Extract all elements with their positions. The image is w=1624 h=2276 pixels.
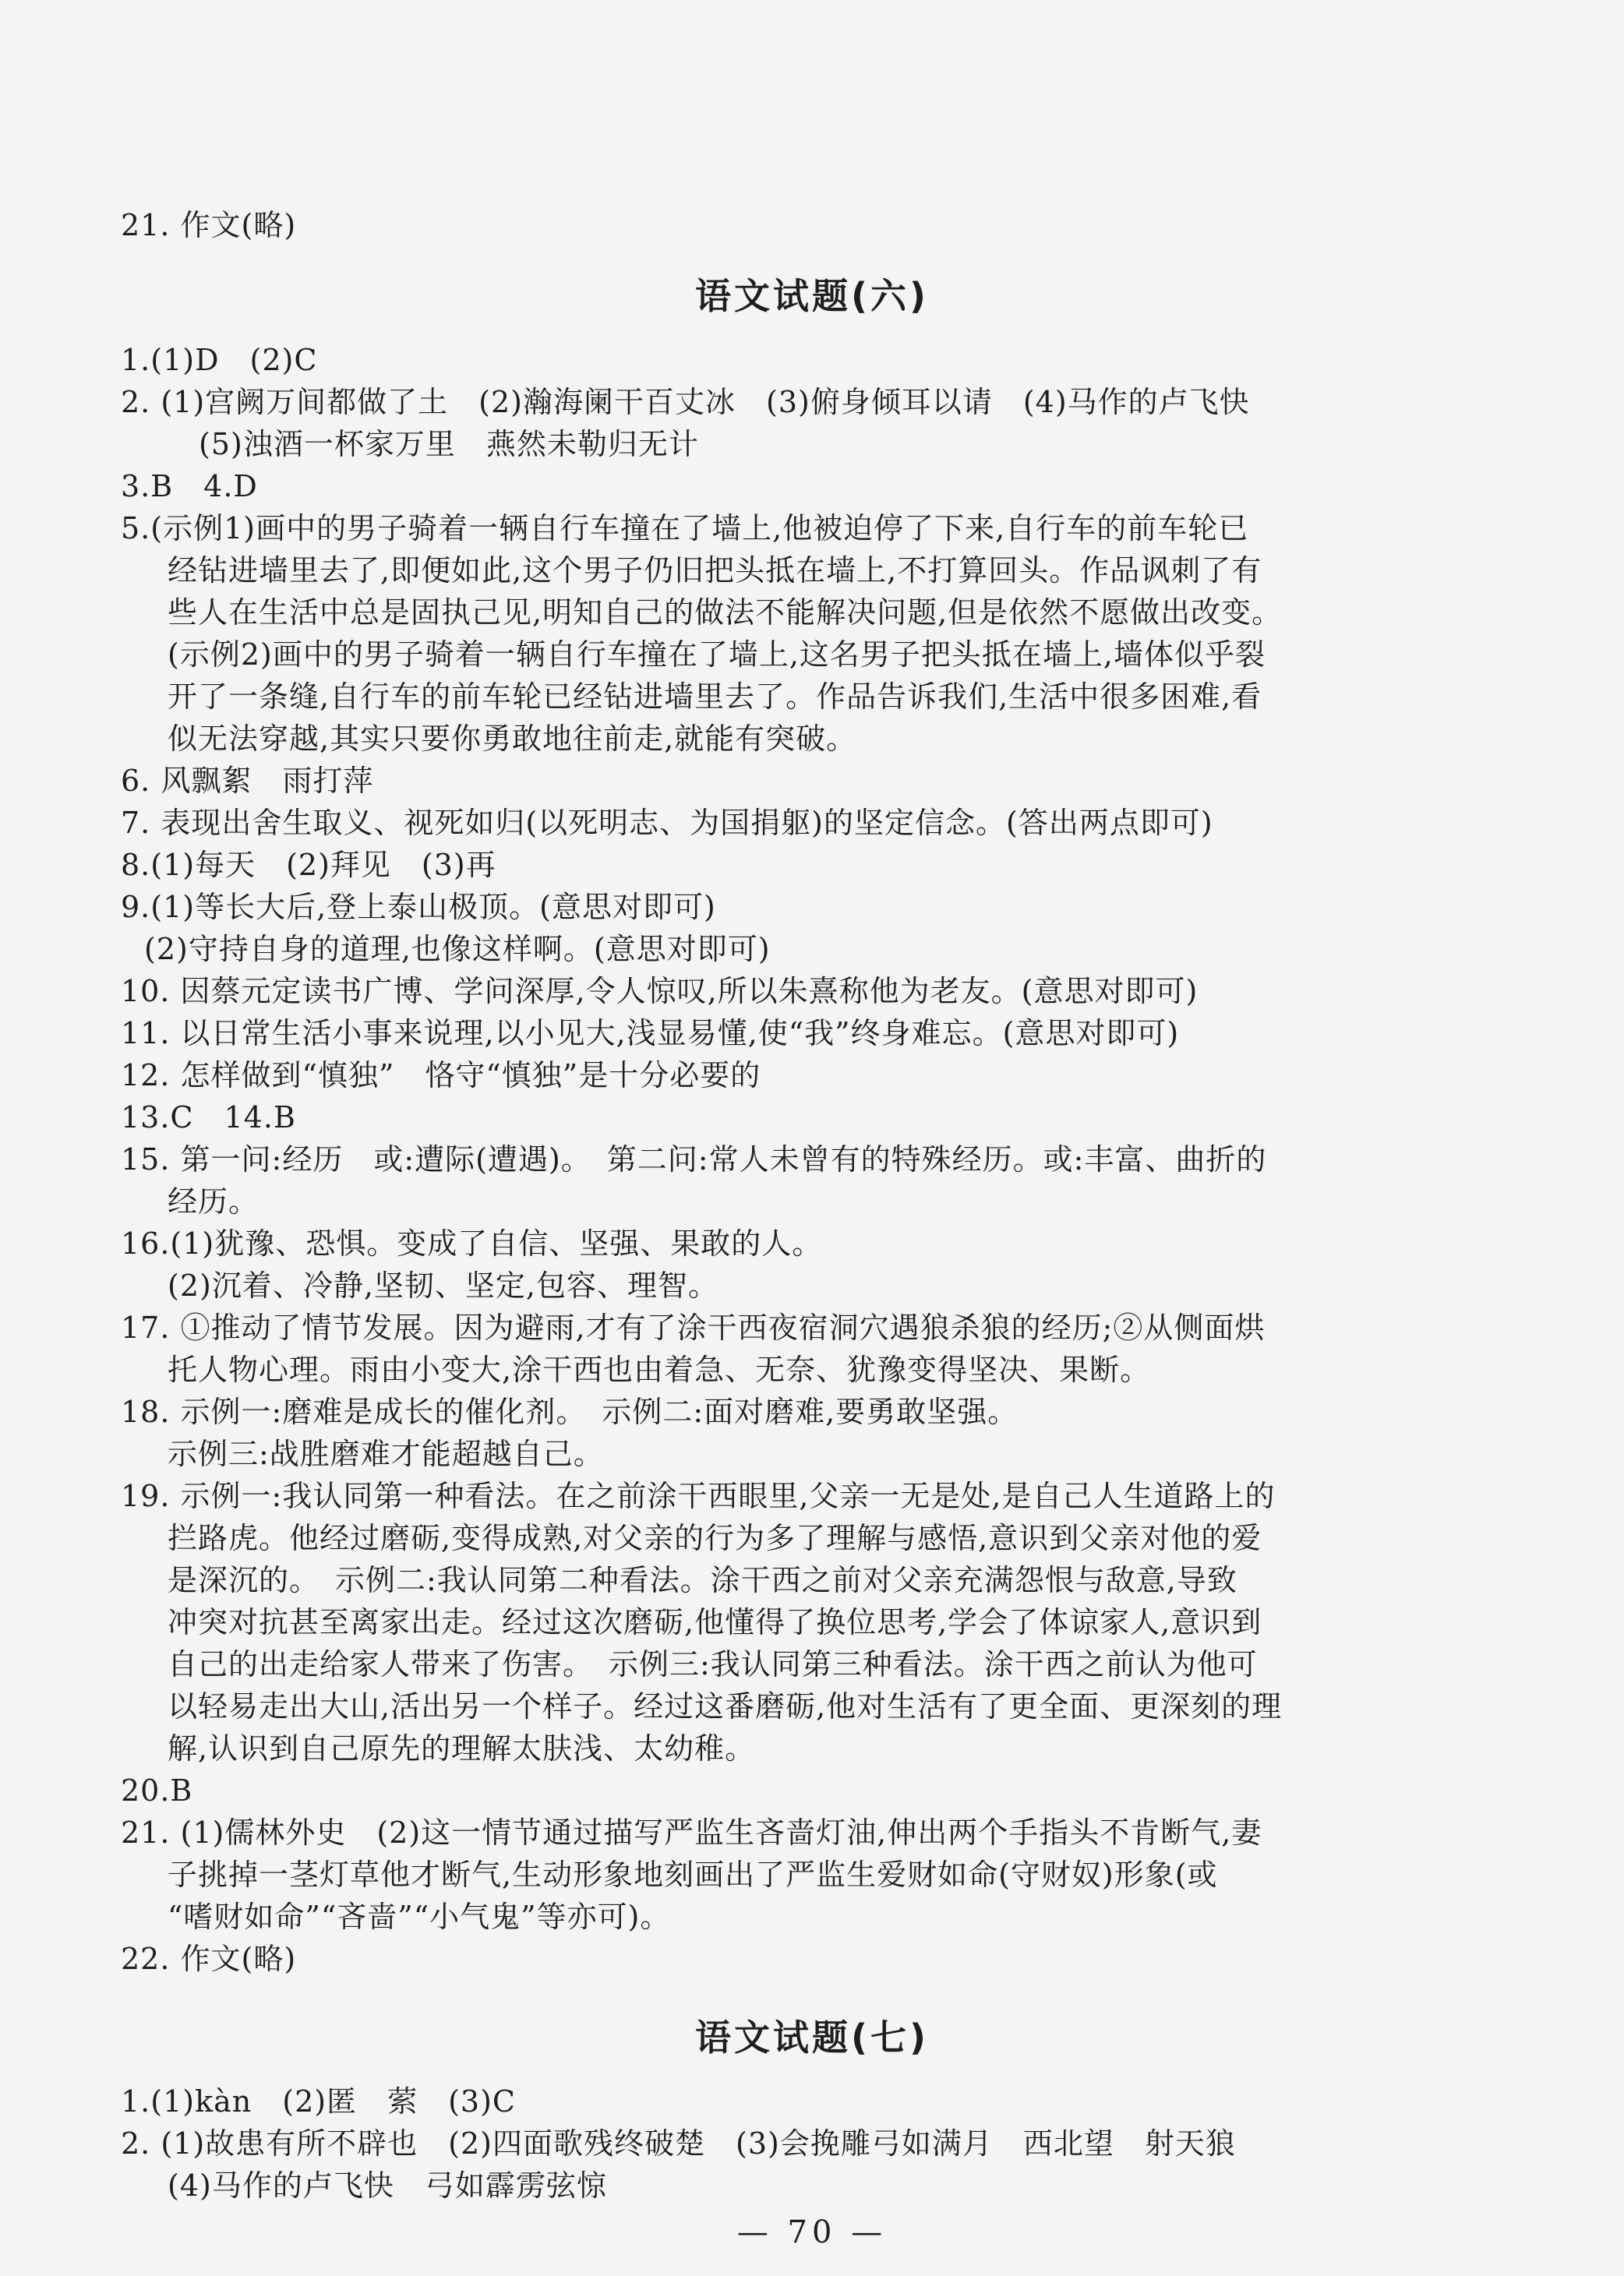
answer-line: 以轻易走出大山,活出另一个样子。经过这番磨砺,他对生活有了更全面、更深刻的理 bbox=[168, 1689, 1283, 1724]
answer-line: 是深沉的。 示例二:我认同第二种看法。涂干西之前对父亲充满怨恨与敌意,导致 bbox=[168, 1563, 1237, 1597]
answer-line: 13.C 14.B bbox=[121, 1100, 296, 1134]
answer-line: 16.(1)犹豫、恐惧。变成了自信、坚强、果敢的人。 bbox=[121, 1226, 823, 1261]
answer-line: 8.(1)每天 (2)拜见 (3)再 bbox=[121, 848, 496, 882]
answer-line: 20.B bbox=[121, 1773, 193, 1808]
answer-line: 些人在生活中总是固执己见,明知自己的做法不能解决问题,但是依然不愿做出改变。 bbox=[168, 595, 1283, 630]
answer-line: 3.B 4.D bbox=[121, 469, 258, 503]
answer-line: 解,认识到自己原先的理解太肤浅、太幼稚。 bbox=[168, 1731, 756, 1766]
answer-line: (5)浊酒一杯家万里 燕然未勒归无计 bbox=[199, 427, 699, 461]
answer-line: 10. 因蔡元定读书广博、学问深厚,令人惊叹,所以朱熹称他为老友。(意思对即可) bbox=[121, 974, 1199, 1008]
answer-line: (2)沉着、冷静,坚韧、坚定,包容、理智。 bbox=[168, 1269, 718, 1303]
answer-line: 6. 风飘絮 雨打萍 bbox=[121, 764, 374, 798]
answer-line: 1.(1)D (2)C bbox=[121, 343, 318, 377]
answer-line: (4)马作的卢飞快 弓如霹雳弦惊 bbox=[168, 2168, 607, 2203]
answer-line: 12. 怎样做到“慎独” 恪守“慎独”是十分必要的 bbox=[121, 1058, 761, 1092]
answer-line: 经钻进墙里去了,即便如此,这个男子仍旧把头抵在墙上,不打算回头。作品讽刺了有 bbox=[168, 553, 1262, 588]
answer-line: 19. 示例一:我认同第一种看法。在之前涂干西眼里,父亲一无是处,是自己人生道路上的 bbox=[121, 1479, 1276, 1513]
answer-line: 拦路虎。他经过磨砺,变得成熟,对父亲的行为多了理解与感悟,意识到父亲对他的爱 bbox=[168, 1521, 1262, 1555]
answer-line: 21. (1)儒林外史 (2)这一情节通过描写严监生吝啬灯油,伸出两个手指头不肯断气,妻 bbox=[121, 1816, 1262, 1850]
answer-line: 22. 作文(略) bbox=[121, 1942, 297, 1976]
answer-line-21-essay: 21. 作文(略) bbox=[121, 208, 297, 242]
answer-line: 2. (1)宫阙万间都做了土 (2)瀚海阑干百丈冰 (3)俯身倾耳以请 (4)马作的卢飞快 bbox=[121, 385, 1250, 419]
answer-line: 5.(示例1)画中的男子骑着一辆自行车撞在了墙上,他被迫停了下来,自行车的前车轮已 bbox=[121, 511, 1249, 545]
answer-line: 经历。 bbox=[168, 1184, 259, 1219]
answer-line: 自己的出走给家人带来了伤害。 示例三:我认同第三种看法。涂干西之前认为他可 bbox=[168, 1647, 1258, 1681]
answer-line: 9.(1)等长大后,登上泰山极顶。(意思对即可) bbox=[121, 890, 716, 924]
answer-line: “嗜财如命”“吝啬”“小气鬼”等亦可)。 bbox=[168, 1900, 671, 1934]
answer-line: 11. 以日常生活小事来说理,以小见大,浅显易懂,使“我”终身难忘。(意思对即可) bbox=[121, 1016, 1180, 1050]
answer-line: 子挑掉一茎灯草他才断气,生动形象地刻画出了严监生爱财如命(守财奴)形象(或 bbox=[168, 1858, 1218, 1892]
answer-line: 1.(1)kàn (2)匿 萦 (3)C bbox=[121, 2084, 516, 2119]
answer-line: 15. 第一问:经历 或:遭际(遭遇)。 第二问:常人未曾有的特殊经历。或:丰富、曲折的 bbox=[121, 1142, 1267, 1177]
answer-line: 似无法穿越,其实只要你勇敢地往前走,就能有突破。 bbox=[168, 722, 857, 756]
answer-line: 托人物心理。雨由小变大,涂干西也由着急、无奈、犹豫变得坚决、果断。 bbox=[168, 1353, 1151, 1387]
section-title-six: 语文试题(六) bbox=[694, 275, 930, 317]
answer-line: 冲突对抗甚至离家出走。经过这次磨砺,他懂得了换位思考,学会了体谅家人,意识到 bbox=[168, 1605, 1262, 1639]
answer-line: 18. 示例一:磨难是成长的催化剂。 示例二:面对磨难,要勇敢坚强。 bbox=[121, 1395, 1019, 1429]
page-number: — 70 — bbox=[736, 2214, 888, 2250]
answer-line: 2. (1)故患有所不辟也 (2)四面歌残终破楚 (3)会挽雕弓如满月 西北望 射天狼 bbox=[121, 2126, 1236, 2161]
answer-line: 示例三:战胜磨难才能超越自己。 bbox=[168, 1437, 604, 1471]
section-title-seven: 语文试题(七) bbox=[694, 2017, 930, 2059]
answer-line: 7. 表现出舍生取义、视死如归(以死明志、为国捐躯)的坚定信念。(答出两点即可) bbox=[121, 806, 1213, 840]
answer-line: 17. ①推动了情节发展。因为避雨,才有了涂干西夜宿洞穴遇狼杀狼的经历;②从侧面烘 bbox=[121, 1311, 1266, 1345]
answer-line: 开了一条缝,自行车的前车轮已经钻进墙里去了。作品告诉我们,生活中很多困难,看 bbox=[168, 679, 1262, 714]
answer-line: (2)守持自身的道理,也像这样啊。(意思对即可) bbox=[144, 932, 771, 966]
answer-line: (示例2)画中的男子骑着一辆自行车撞在了墙上,这名男子把头抵在墙上,墙体似乎裂 bbox=[168, 637, 1266, 672]
